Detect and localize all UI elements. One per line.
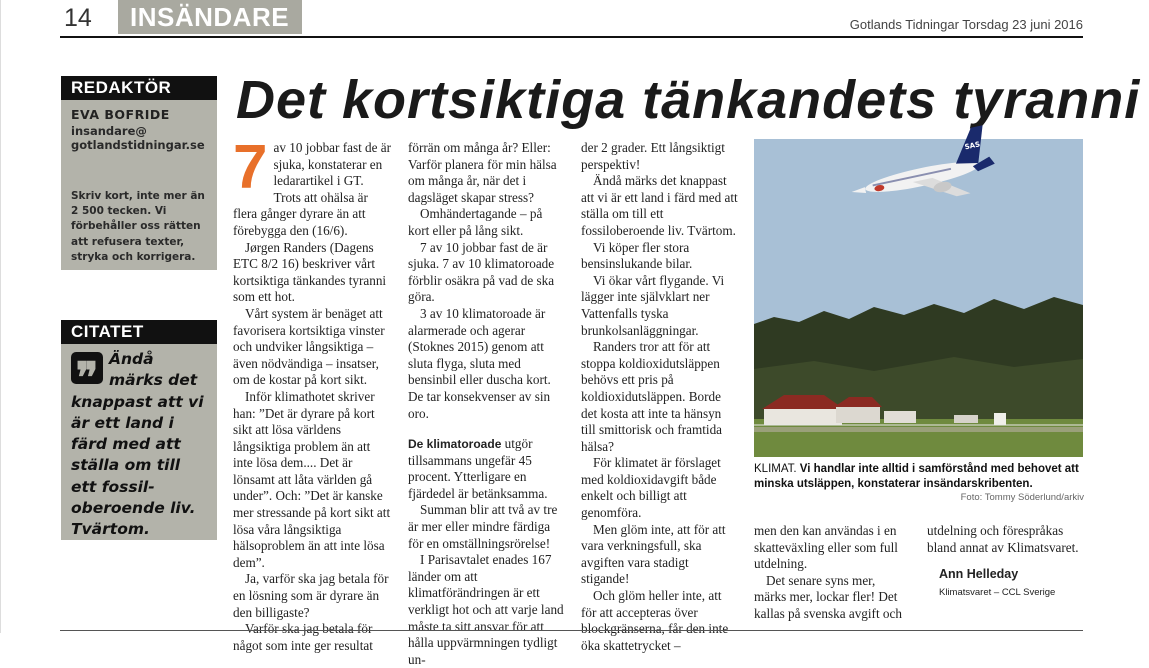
paragraph: Inför klimathotet skriver han: ”Det är dyrare på kort sikt att lösa världens långsiktiga problem än att inte lösa dem.... Det är lönsamt att låta världen gå under”. Och: ”Det är kanske mer stressande på kort sikt att lösa våra långsiktiga hälsoproblem än att inte lösa dem”. bbox=[233, 388, 391, 570]
masthead-rule bbox=[60, 36, 1083, 38]
article-column-4 bbox=[754, 523, 910, 623]
runway bbox=[754, 427, 1083, 432]
caption-label: KLIMAT. bbox=[754, 463, 797, 475]
paragraph: Ja, varför ska jag betala för en lösning som är dyrare än den billigaste? bbox=[233, 571, 389, 620]
paragraph: utdelning och förespråkas bland annat av Klimatsvaret. bbox=[927, 523, 1079, 555]
paragraph: förrän om många år? Eller: Varför planera för min hälsa om många år, när det i dagsläget skapar stress? bbox=[408, 140, 557, 205]
paragraph-lead bbox=[408, 436, 566, 502]
article-column-5 bbox=[927, 523, 1085, 601]
paragraph: För klimatet är förslaget med koldioxidavgift både enkelt och billigt att genomföra. bbox=[581, 455, 721, 521]
paragraph: I Parisavtalet enades 167 länder om att klimatförändringen är ett verkligt hot och att varje land måste ta sitt ansvar för att hålla uppvärmningen tydligt un- bbox=[408, 552, 564, 667]
drop-cap: 7 bbox=[233, 133, 268, 202]
editor-email-line2[interactable]: gotlandstidningar.se bbox=[71, 138, 205, 152]
editor-name: EVA BOFRIDE bbox=[71, 107, 170, 122]
airplane-photo bbox=[754, 139, 1083, 457]
article-headline: Det kortsiktiga tänkandets tyranni bbox=[236, 70, 1141, 130]
paragraph: der 2 grader. Ett långsiktigt perspektiv! bbox=[581, 140, 725, 172]
page-edge bbox=[0, 0, 1, 633]
paragraph: Jørgen Randers (Dagens ETC 8/2 16) beskriver vårt kortsiktiga tänkandes tyranni som ett hot. bbox=[233, 239, 387, 305]
quote-mark-icon: ❞ bbox=[71, 352, 103, 384]
author-name: Ann Helleday bbox=[939, 567, 1019, 582]
masthead: Gotlands Tidningar Torsdag 23 juni 2016 bbox=[849, 17, 1083, 32]
paragraph: Ändå märks det knappast att vi är ett land i färd med att ställa om till ett fossiloberoende liv. Tvärtom. bbox=[581, 173, 738, 238]
paragraph: men den kan användas i en skatteväxling eller som full utdelning. bbox=[754, 523, 898, 572]
photo-credit: Foto: Tommy Söderlund/arkiv bbox=[960, 492, 1084, 503]
paragraph: Vi köper fler stora bensinslukande bilar. bbox=[581, 239, 693, 272]
paragraph: Randers tror att för att stoppa koldioxidutsläppen behövs ett pris på koldioxidutsläppen. Borde det kosta att inte ta hänsyn till smittorisk och framtida hälsa? bbox=[581, 339, 723, 454]
caption-text: Vi handlar inte alltid i samförstånd med behovet att minska utsläppen, konstaterar insändarskribenten. bbox=[754, 463, 1079, 490]
photo-caption bbox=[754, 462, 1084, 492]
paragraph: Vi ökar vårt flygande. Vi lägger inte självklart ner Vattenfalls tyska brunkolsanläggningar. bbox=[581, 272, 725, 338]
paragraph: 3 av 10 klimatoroade är alarmerade och agerar (Stoknes 2015) genom att sluta flyga, sluta med bensinbil eller duscha kort. De tar konsekvenser av sin oro. bbox=[408, 305, 551, 421]
paragraph: av 10 jobbar fast de är sjuka, konstaterar en ledarartikel i GT. Trots att ohälsa är flera gånger dyrare än att förebygga den (16/6). bbox=[233, 140, 392, 238]
paragraph: Och glöm heller inte, att för att accepteras över blockgränserna, får den inte öka skattetrycket – bbox=[581, 588, 729, 653]
submission-rules-box bbox=[61, 182, 217, 270]
lead-rest: utgör tillsammans ungefär 45 procent. Ytterligare en fjärdedel är betänksamma. bbox=[408, 436, 548, 501]
paragraph: Omhändertagande – på kort eller på lång sikt. bbox=[408, 206, 543, 238]
author-organization: Klimatsvaret – CCL Sverige bbox=[939, 586, 1056, 598]
submission-rules: Skriv kort, inte mer än 2 500 tecken. Vi förbehåller oss rätten att refusera texter, stryka och korrigera. bbox=[61, 182, 217, 270]
paragraph: Men glöm inte, att för att vara verkningsfull, ska avgiften vara stadigt stigande! bbox=[581, 521, 726, 587]
editor-box bbox=[61, 76, 217, 186]
section-tag: INSÄNDARE bbox=[118, 0, 302, 34]
article-photo bbox=[754, 139, 1083, 457]
bottom-rule bbox=[60, 630, 1083, 631]
article-column-3 bbox=[581, 140, 739, 654]
paragraph: Det senare syns mer, märks mer, lockar fler! Det kallas på svenska avgift och bbox=[754, 572, 902, 621]
quote-heading: CITATET bbox=[61, 320, 217, 344]
paragraph: Summan blir att två av tre är mer eller mindre färdiga för en omställningsrörelse! bbox=[408, 502, 558, 551]
editor-contact bbox=[61, 100, 217, 186]
paragraph: 7 av 10 jobbar fast de är sjuka. 7 av 10 klimatoroade förblir osäkra på vad de ska göra. bbox=[408, 239, 555, 305]
pull-quote: Ändå märks det knappast att vi är ett land i färd med att ställa om till ett fossiloberoende liv. Tvärtom. bbox=[71, 350, 204, 539]
page-number: 14 bbox=[64, 4, 92, 32]
quote-box bbox=[61, 320, 217, 540]
editor-email-line1[interactable]: insandare@ bbox=[71, 124, 147, 138]
svg-text:SAS: SAS bbox=[963, 140, 981, 152]
quote-body bbox=[61, 344, 217, 540]
article-column-2 bbox=[408, 140, 566, 668]
lead-in: De klimatoroade bbox=[408, 437, 502, 452]
paragraph: Vårt system är benäget att favorisera kortsiktiga vinster och undviker långsiktiga – även nödvändiga – insatser, om de kostar på kort sikt. bbox=[233, 305, 385, 388]
article-column-1 bbox=[233, 133, 392, 654]
editor-heading: REDAKTÖR bbox=[61, 76, 217, 100]
paragraph: Varför ska jag betala för något som inte ger resultat bbox=[233, 621, 373, 653]
